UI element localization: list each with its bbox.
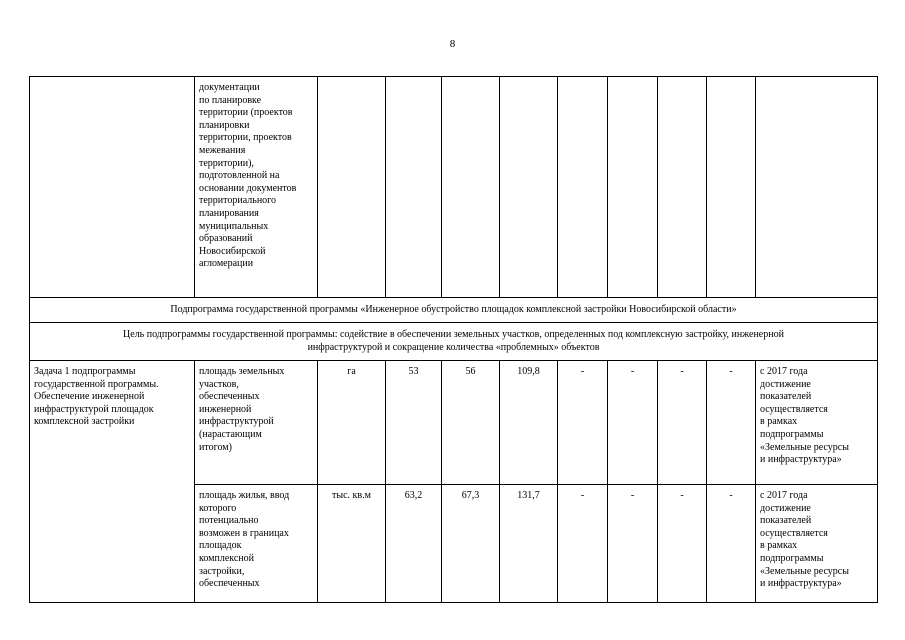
value-cell: [500, 77, 558, 298]
value-cell: 53: [386, 361, 442, 485]
value-cell: [608, 77, 658, 298]
indicator-cell: документации по планировке территории (проектов планировки территории, проектов межевания территории), подготовленной на основании документов территориального планирования муниципальных образований Новосибирской агломерации: [195, 77, 318, 298]
subprogram-title: Подпрограмма государственной программы «Инженерное обустройство площадок комплексной застройки Новосибирской области»: [30, 298, 878, 323]
note-cell: с 2017 года достижение показателей осуществляется в рамках подпрограммы «Земельные ресурсы и инфраструктура»: [756, 361, 878, 485]
value-cell: -: [707, 485, 756, 603]
value-cell: 131,7: [500, 485, 558, 603]
unit-cell: [318, 77, 386, 298]
value-cell: [658, 77, 707, 298]
value-cell: -: [608, 485, 658, 603]
value-cell: 67,3: [442, 485, 500, 603]
page-number: 8: [449, 38, 456, 50]
indicator-cell: площадь жилья, ввод которого потенциально возможен в границах площадок комплексной застройки, обеспеченных: [195, 485, 318, 603]
value-cell: -: [608, 361, 658, 485]
value-cell: [558, 77, 608, 298]
unit-cell: тыс. кв.м: [318, 485, 386, 603]
value-cell: 56: [442, 361, 500, 485]
value-cell: -: [707, 361, 756, 485]
note-cell: с 2017 года достижение показателей осуществляется в рамках подпрограммы «Земельные ресурсы и инфраструктура»: [756, 485, 878, 603]
value-cell: -: [558, 485, 608, 603]
subprogram-goal: Цель подпрограммы государственной программы: содействие в обеспечении земельных участков, определенных под комплексную застройку, инженерной инфраструктурой и сокращение количества «проблемных» объектов: [30, 323, 878, 361]
unit-cell: га: [318, 361, 386, 485]
value-cell: 109,8: [500, 361, 558, 485]
value-cell: -: [658, 485, 707, 603]
value-cell: [386, 77, 442, 298]
value-cell: [707, 77, 756, 298]
value-cell: 63,2: [386, 485, 442, 603]
value-cell: -: [558, 361, 608, 485]
value-cell: [442, 77, 500, 298]
table-row-subprogram-title: [30, 298, 878, 323]
task-title: Задача 1 подпрограммы государственной программы. Обеспечение инженерной инфраструктурой площадок комплексной застройки: [30, 361, 195, 603]
table-row: [30, 361, 878, 485]
table-row-continuation: [30, 77, 878, 298]
task-cell-empty: [30, 77, 195, 298]
table-row-subprogram-goal: [30, 323, 878, 361]
note-cell: [756, 77, 878, 298]
indicators-table: [29, 76, 878, 603]
indicator-cell: площадь земельных участков, обеспеченных инженерной инфраструктурой (нарастающим итогом): [195, 361, 318, 485]
value-cell: -: [658, 361, 707, 485]
